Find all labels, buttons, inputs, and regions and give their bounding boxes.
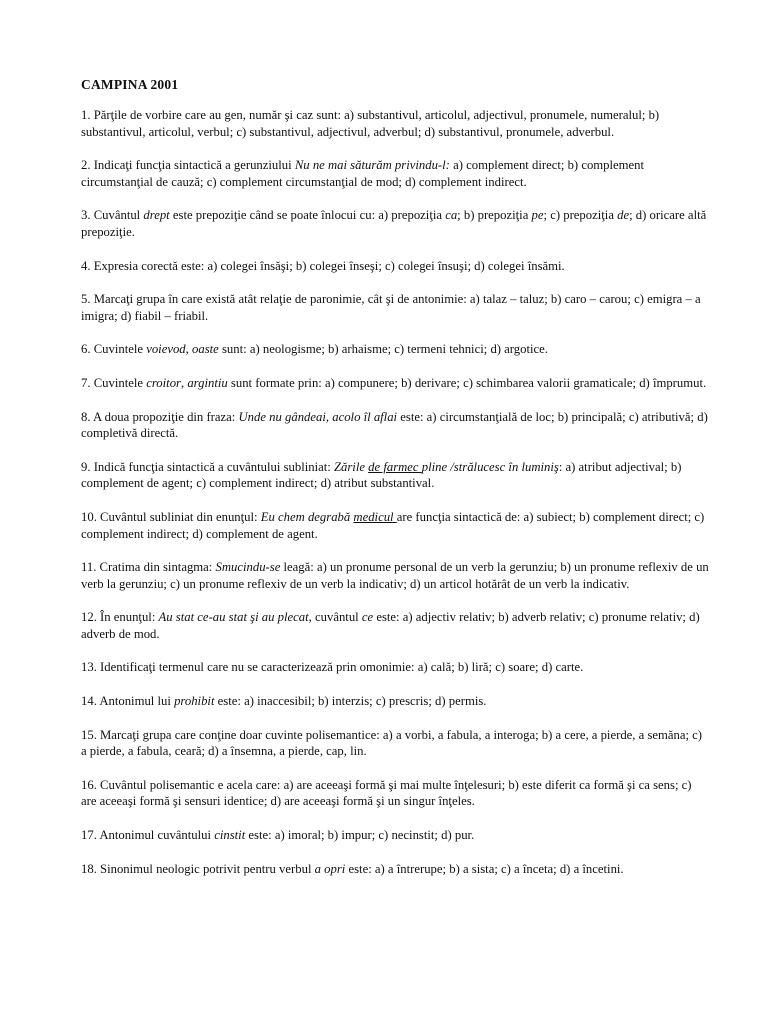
question-11: 11. Cratima din sintagma: Smucindu-se leagă: a) un pronume personal de un verb la gerunziu; b) un pronume reflexiv de un verb la gerunziu; c) un pronume reflexiv de un verb la indicativ; d) un articol hotărât de un verb la indicativ. [81,560,709,591]
question-10: 10. Cuvântul subliniat din enunţul: Eu chem degrabă medicul are funcţia sintactică de: a) subiect; b) complement direct; c) complement indirect; d) complement de agent. [81,509,705,541]
question-5: 5. Marcaţi grupa în care există atât relaţie de paronimie, cât şi de antonimie: a) talaz – taluz; b) caro – carou; c) emigra – a imigra; d) fiabil – friabil. [81,292,701,323]
question-2: 2. Indicaţi funcţia sintactică a gerunziului Nu ne mai săturăm privindu-l: a) complement direct; b) complement circumstanţial de cauză; c) complement circumstanţial de mod; d) complement indirect. [81,158,645,189]
question-6: 6. Cuvintele voievod, oaste sunt: a) neologisme; b) arhaisme; c) termeni tehnici; d) argotice. [81,342,548,357]
question-1: 1. Părţile de vorbire care au gen, număr şi caz sunt: a) substantivul, articolul, adjectivul, pronumele, numeralul; b) substantivul, articolul, verbul; c) substantivul, adjectivul, adverbul; d) substantivul, pronumele, adverbul. [81,108,660,139]
question-3: 3. Cuvântul drept este prepoziţie când se poate înlocui cu: a) prepoziţia ca; b) prepoziţia pe; c) prepoziţia de; d) oricare altă prepoziţie. [81,208,707,239]
question-18: 18. Sinonimul neologic potrivit pentru verbul a opri este: a) a întrerupe; b) a sista; c) a înceta; d) a încetini. [81,861,624,876]
question-16: 16. Cuvântul polisemantic e acela care: a) are aceeaşi formă şi mai multe înţelesuri; b) este diferit ca formă şi ca sens; c) are aceeaşi formă şi sensuri identice; d) are aceeaşi formă şi un singur înţeles. [81,777,692,809]
question-13: 13. Identificaţi termenul care nu se caracterizează prin omonimie: a) cală; b) liră; c) soare; d) carte. [81,660,584,675]
underlined-word: medicul [353,509,397,524]
question-9: 9. Indică funcţia sintactică a cuvântului subliniat: Zările de farmec pline /strălucesc în luminiş: a) atribut adjectival; b) complement de agent; c) complement indirect; d) atribut substantival. [81,459,682,491]
question-14: 14. Antonimul lui prohibit este: a) inaccesibil; b) interzis; c) prescris; d) permis. [81,694,487,709]
question-17: 17. Antonimul cuvântului cinstit este: a) imoral; b) impur; c) necinstit; d) pur. [81,828,475,843]
question-12: 12. În enunţul: Au stat ce-au stat şi au plecat, cuvântul ce este: a) adjectiv relativ; b) adverb relativ; c) pronume relativ; d) adverb de mod. [81,610,700,641]
question-4: 4. Expresia corectă este: a) colegei însăşi; b) colegei înseşi; c) colegei însuşi; d) colegei însămi. [81,258,565,273]
question-8: 8. A doua propoziţie din fraza: Unde nu gândeai, acolo îl aflai este: a) circumstanţială de loc; b) principală; c) atributivă; d) completivă directă. [81,409,708,441]
question-15: 15. Marcaţi grupa care conţine doar cuvinte polisemantice: a) a vorbi, a fabula, a interoga; b) a cere, a pierde, a semăna; c) a pierde, a fabula, ceară; d) a însemna, a pierde, cap, lin. [81,727,703,759]
underlined-word: de farmec [368,459,422,474]
question-7: 7. Cuvintele croitor, argintiu sunt formate prin: a) compunere; b) derivare; c) schimbarea valorii gramaticale; d) împrumut. [81,375,707,390]
document-title: CAMPINA 2001 [81,77,179,92]
